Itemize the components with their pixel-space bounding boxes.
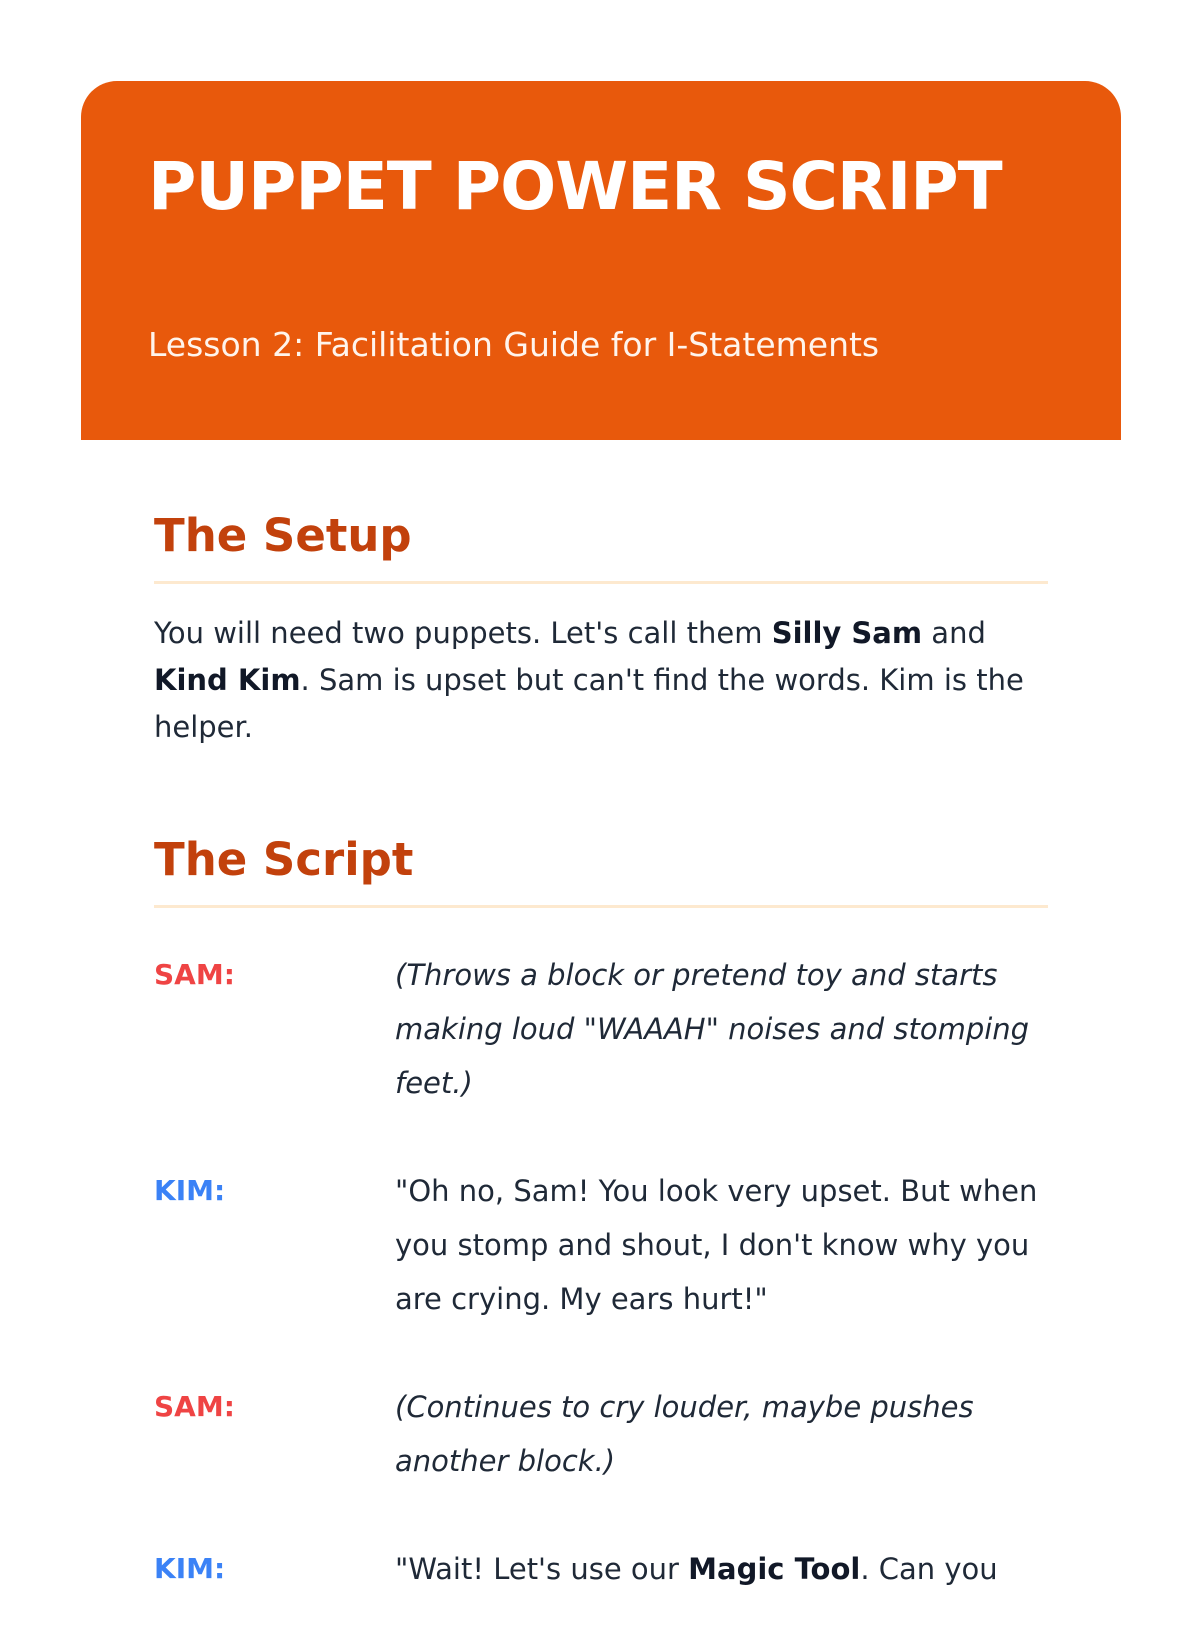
setup-paragraph [154, 610, 1054, 751]
setup-text-3: . Sam is upset but can't find the words. Kim is the helper. [154, 663, 1024, 744]
setup-text-2: and [922, 616, 986, 650]
dialogue-text [395, 1542, 1055, 1596]
stage-direction: (Continues to cry louder, maybe pushes another block.) [395, 1390, 974, 1478]
stage-direction: (Throws a block or pretend toy and starts making loud "WAAAH" noises and stomping feet.) [395, 958, 1030, 1100]
script-heading: The Script [154, 833, 414, 886]
page-title: PUPPET POWER SCRIPT [148, 148, 1002, 225]
speaker-label: SAM: [154, 958, 235, 991]
speaker-label: KIM: [154, 1174, 226, 1207]
speaker-label: SAM: [154, 1390, 235, 1423]
script-divider [154, 905, 1048, 908]
dialogue-text: "Oh no, Sam! You look very upset. But when you stomp and shout, I don't know why you are crying. My ears hurt!" [395, 1174, 1038, 1316]
card-header [81, 81, 1121, 440]
setup-text-1: You will need two puppets. Let's call them [154, 616, 772, 650]
setup-puppet-sam: Silly Sam [771, 616, 923, 650]
setup-heading: The Setup [154, 509, 412, 562]
magic-tool-term: Magic Tool [688, 1552, 861, 1586]
dialogue-text-1: "Wait! Let's use our [395, 1552, 689, 1586]
setup-puppet-kim: Kind Kim [154, 663, 301, 697]
dialogue-text-2: . Can you [860, 1552, 998, 1586]
setup-divider [154, 581, 1048, 584]
page-subtitle: Lesson 2: Facilitation Guide for I-Statements [148, 325, 880, 364]
speaker-label: KIM: [154, 1552, 226, 1585]
